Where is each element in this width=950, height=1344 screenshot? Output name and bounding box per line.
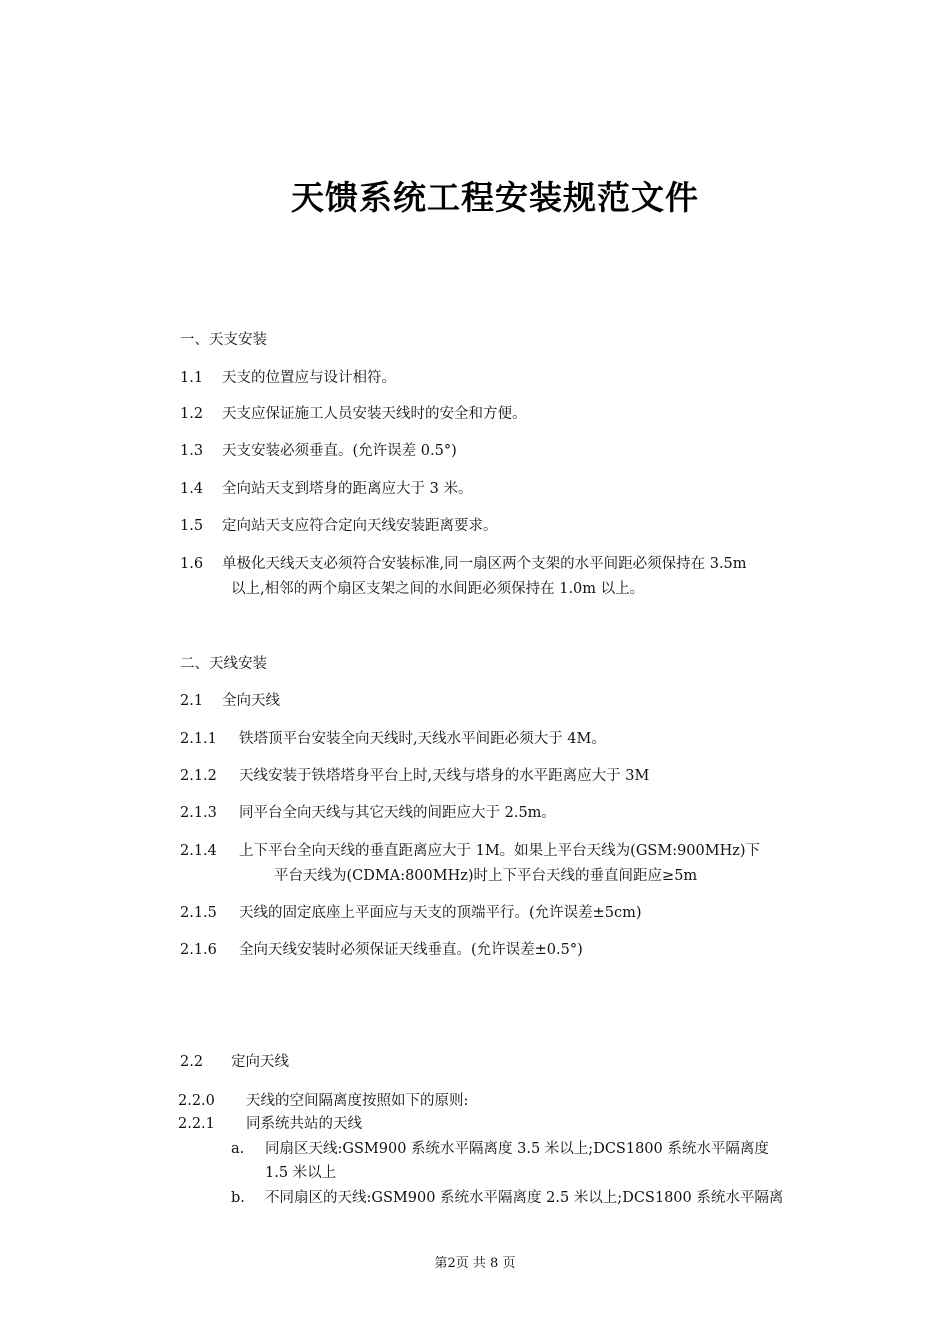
item-number: 2.1 bbox=[180, 693, 204, 709]
item-text: 定向站天支应符合定向天线安装距离要求。 bbox=[222, 518, 498, 534]
section-heading-2: 二、天线安装 bbox=[180, 656, 267, 672]
item-text: 全向天线 bbox=[222, 693, 280, 709]
document-title: 天馈系统工程安装规范文件 bbox=[291, 178, 699, 217]
item-number: 2.1.4 bbox=[180, 843, 217, 859]
item-text: 定向天线 bbox=[231, 1054, 289, 1070]
subsection-heading bbox=[180, 1052, 289, 1072]
item-text: 天线的空间隔离度按照如下的原则: bbox=[246, 1093, 469, 1109]
list-item bbox=[180, 516, 498, 536]
list-item bbox=[180, 940, 583, 960]
item-number: 2.1.5 bbox=[180, 905, 217, 921]
item-marker: a. bbox=[231, 1141, 245, 1157]
list-item bbox=[180, 766, 649, 786]
section-heading-1: 一、天支安装 bbox=[180, 332, 267, 348]
item-number: 2.1.3 bbox=[180, 805, 217, 821]
list-item bbox=[178, 1114, 362, 1134]
item-number: 2.2.0 bbox=[178, 1093, 215, 1109]
list-item bbox=[180, 803, 556, 823]
item-number: 2.2 bbox=[180, 1054, 204, 1070]
item-number: 1.6 bbox=[180, 556, 204, 572]
item-text: 铁塔顶平台安装全向天线时,天线水平间距必须大于 4M。 bbox=[239, 731, 606, 747]
item-text: 天线安装于铁塔塔身平台上时,天线与塔身的水平距离应大于 3M bbox=[239, 768, 650, 784]
item-text: 不同扇区的天线:GSM900 系统水平隔离度 2.5 米以上;DCS1800 系统水平隔离 bbox=[265, 1190, 784, 1206]
item-text: 天线的固定底座上平面应与天支的顶端平行。(允许误差±5cm) bbox=[239, 905, 642, 921]
item-number: 1.5 bbox=[180, 518, 204, 534]
list-item bbox=[180, 903, 642, 923]
list-item bbox=[180, 441, 457, 461]
item-text-continuation: 平台天线为(CDMA:800MHz)时上下平台天线的垂直间距应≥5m bbox=[274, 868, 698, 884]
item-number: 2.1.1 bbox=[180, 731, 217, 747]
subsection-heading bbox=[180, 691, 280, 711]
item-text: 同扇区天线:GSM900 系统水平隔离度 3.5 米以上;DCS1800 系统水平隔离度 bbox=[265, 1141, 769, 1157]
list-item bbox=[231, 1139, 769, 1159]
item-text: 同平台全向天线与其它天线的间距应大于 2.5m。 bbox=[239, 805, 556, 821]
list-item bbox=[180, 404, 527, 424]
list-item bbox=[180, 729, 606, 749]
item-number: 2.1.2 bbox=[180, 768, 217, 784]
list-item bbox=[180, 479, 472, 499]
item-text-continuation: 1.5 米以上 bbox=[265, 1165, 337, 1181]
item-number: 1.1 bbox=[180, 370, 204, 386]
item-text: 上下平台全向天线的垂直距离应大于 1M。如果上平台天线为(GSM:900MHz)下 bbox=[239, 843, 761, 859]
item-number: 1.2 bbox=[180, 406, 204, 422]
item-number: 1.3 bbox=[180, 443, 204, 459]
page-footer: 第2页 共 8 页 bbox=[434, 1256, 516, 1271]
list-item bbox=[231, 1188, 783, 1208]
list-item bbox=[180, 554, 747, 574]
item-number: 2.2.1 bbox=[178, 1116, 215, 1132]
item-text: 天支应保证施工人员安装天线时的安全和方便。 bbox=[222, 406, 527, 422]
item-text: 天支安装必须垂直。(允许误差 0.5°) bbox=[222, 443, 457, 459]
item-text-continuation: 以上,相邻的两个扇区支架之间的水间距必须保持在 1.0m 以上。 bbox=[231, 581, 645, 597]
item-text: 同系统共站的天线 bbox=[246, 1116, 362, 1132]
list-item bbox=[180, 368, 396, 388]
item-text: 全向天线安装时必须保证天线垂直。(允许误差±0.5°) bbox=[239, 942, 583, 958]
item-marker: b. bbox=[231, 1190, 245, 1206]
item-text: 单极化天线天支必须符合安装标准,同一扇区两个支架的水平间距必须保持在 3.5m bbox=[222, 556, 747, 572]
item-text: 全向站天支到塔身的距离应大于 3 米。 bbox=[222, 481, 473, 497]
list-item bbox=[178, 1091, 468, 1111]
item-text: 天支的位置应与设计相符。 bbox=[222, 370, 396, 386]
item-number: 2.1.6 bbox=[180, 942, 217, 958]
item-number: 1.4 bbox=[180, 481, 204, 497]
list-item bbox=[180, 841, 760, 861]
